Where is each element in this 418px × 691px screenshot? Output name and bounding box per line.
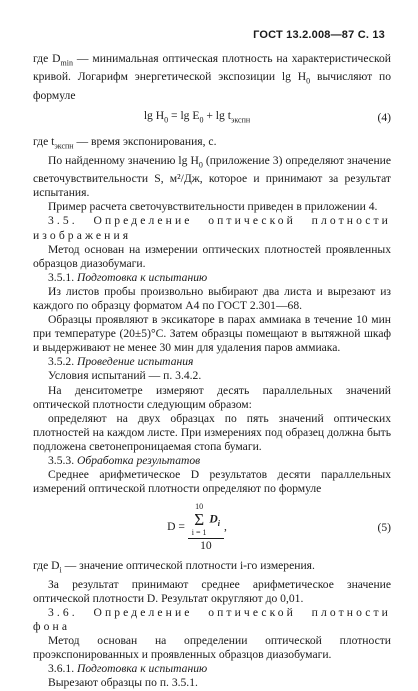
text-span: — время экспонирования, с. <box>73 135 217 149</box>
formula-5 <box>33 502 391 553</box>
formula-text: lg H <box>143 108 165 122</box>
text-span: — минимальная оптическая плотность на характеристической кривой. Логарифм энергетической экспозиции lg H <box>33 52 391 84</box>
subscript: экспн <box>230 115 251 125</box>
heading-number: 3.5.1. <box>48 270 77 284</box>
heading-title: Подготовка к испытанию <box>76 270 208 284</box>
paragraph-3-5-3-c: За результат принимают среднее арифметическое значение оптической плотности D. Результат округляют до 0,01. <box>33 577 391 605</box>
fraction-denominator: 10 <box>200 539 212 553</box>
fraction-numerator <box>188 502 224 539</box>
paragraph-3-5-2-b: На денситометре измеряют десять параллельных значений оптической плотности следующим образом: <box>33 383 391 411</box>
subscript: 0 <box>199 115 204 125</box>
heading-number: 3.6.1. <box>48 662 77 676</box>
formula-text: = lg E <box>168 108 200 122</box>
formula-text: + lg t <box>203 108 231 122</box>
subsection-heading-3-5-1 <box>33 271 391 285</box>
formula-4-number: (4) <box>377 111 391 125</box>
subscript: 0 <box>306 76 311 86</box>
paragraph-example: Пример расчета светочувствительности приведен в приложении 4. <box>48 200 378 214</box>
formula-text: , <box>224 520 227 534</box>
subsection-heading-3-5-2 <box>33 355 391 369</box>
paragraph-di <box>33 559 391 577</box>
section-heading-3-5: 3.5. Определение оптической плотности изображения <box>33 214 391 242</box>
heading-title: Обработка результатов <box>76 454 201 467</box>
paragraph-3-5: Метод основан на измерении оптических плотностей проявленных образцов диазобумаги. <box>33 242 391 270</box>
subscript: i <box>217 519 221 529</box>
heading-number: 3.5.3. <box>48 454 77 467</box>
subscript: min <box>60 58 73 68</box>
text-span: — значение оптической плотности i-го измерения. <box>61 559 315 573</box>
subsection-heading-3-6-1 <box>33 662 391 676</box>
formula-4 <box>33 109 391 127</box>
formula-lhs: D = <box>167 520 185 534</box>
text-span: где t <box>33 135 55 149</box>
text-span: (приложение 3) определяют значение светочувствительности S, м²/Дж, которое и принимают за результат испытания. <box>33 153 391 200</box>
formula-fraction <box>188 502 224 553</box>
sum-lower-limit: i = 1 <box>191 528 207 538</box>
sum-term: D <box>209 512 218 526</box>
text-span: вычисляют по формуле <box>33 70 391 102</box>
heading-title: Проведение испытания <box>76 355 194 369</box>
formula-4-body <box>33 109 361 127</box>
subscript: i <box>59 565 62 575</box>
sum-upper-limit: 10 <box>195 502 204 512</box>
paragraph-3-5-1-b: Образцы проявляют в эксикаторе в парах аммиака в течение 10 мин при температуре (20±5)°С. Затем образцы помещают в вытяжной шкаф и выдерживают не менее 30 мин для удаления паров аммиака. <box>33 313 391 355</box>
subscript: экспн <box>54 141 74 151</box>
heading-title: Подготовка к испытанию <box>76 662 208 676</box>
paragraph-3-6: Метод основан на определении оптической плотности проэкспонированных и проявленных образцов диазобумаги. <box>33 634 391 662</box>
paragraph-3-5-1-a: Из листов пробы произвольно выбирают два листа и вырезают из каждого по образцу форматом А4 по ГОСТ 2.301—68. <box>33 284 391 312</box>
sigma-symbol: Σ <box>194 510 205 530</box>
subscript: 0 <box>164 115 169 125</box>
paragraph-3-5-2-a: Условия испытаний — п. 3.4.2. <box>48 369 202 383</box>
subsection-heading-3-5-3 <box>33 454 391 468</box>
section-heading-3-6: 3.6. Определение оптической плотности фона <box>33 605 391 634</box>
paragraph-3-5-3-a: Среднее арифметическое D результатов десяти параллельных измерений оптической плотности определяют по формуле <box>33 468 391 496</box>
text-span: где D <box>33 52 61 65</box>
paragraph-3-5-2-c: определяют на двух образцах по пять значений оптических плотностей на каждом листе. При измерениях под образец должна быть подложена светонепроницаемая стопа бумаги. <box>33 411 391 453</box>
formula-5-number: (5) <box>377 520 391 534</box>
subscript: 0 <box>198 160 203 170</box>
paragraph-3-6-1: Вырезают образцы по п. 3.5.1. <box>48 676 198 690</box>
page-content <box>33 52 391 691</box>
text-span: где D <box>33 559 60 573</box>
paragraph-t-expn <box>33 135 391 153</box>
formula-5-body <box>33 502 361 553</box>
text-span: По найденному значению lg H <box>48 153 199 167</box>
sum-operator <box>192 502 207 538</box>
page-header: ГОСТ 13.2.008—87 С. 13 <box>253 29 385 41</box>
paragraph-sensitivity <box>33 154 391 201</box>
heading-number: 3.5.2. <box>48 355 77 369</box>
paragraph-dmin <box>33 52 391 103</box>
